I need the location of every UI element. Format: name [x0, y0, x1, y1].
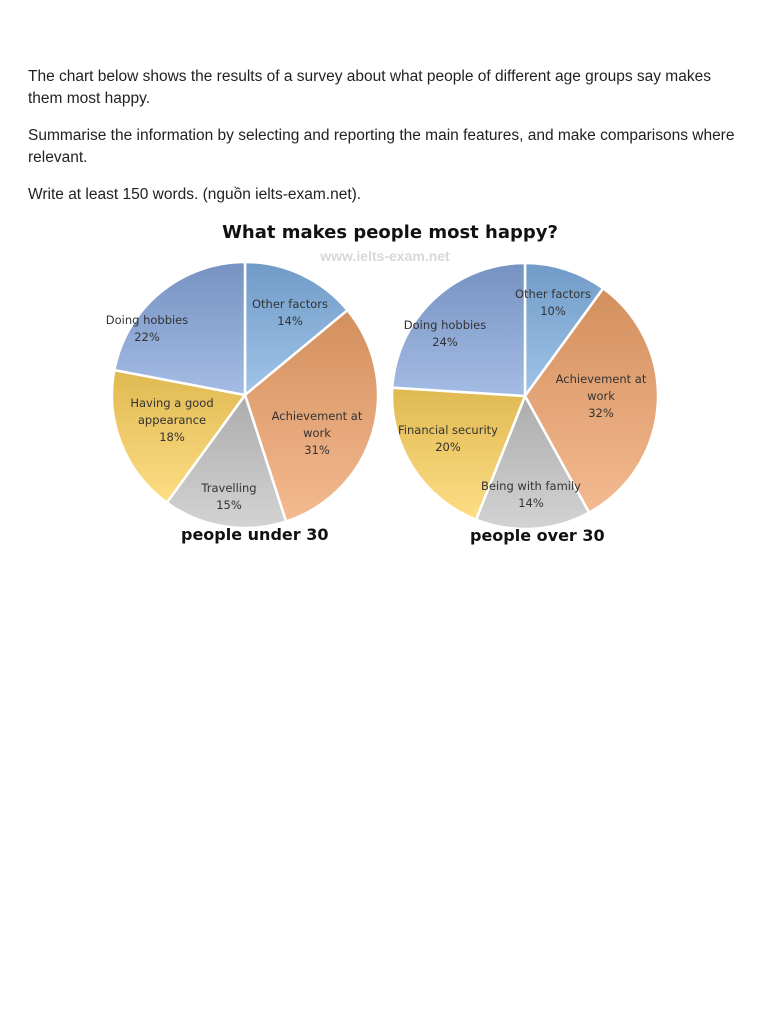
slice-label-other-factors: Other factors 10%: [515, 287, 591, 318]
slice-label-doing-hobbies: Doing hobbies 22%: [105, 313, 189, 344]
slice-label-achievement-at-work: Achievement at work 31%: [271, 409, 363, 457]
chart-title: What makes people most happy?: [222, 222, 558, 243]
slice-label-being-with-family: Being with family 14%: [481, 479, 581, 510]
prompt-line-1: The chart below shows the results of a survey about what people of different age groups say makes them most happy.: [28, 68, 711, 107]
slice-label-having-a-good-appearance: Having a good appearance 18%: [130, 396, 214, 444]
prompt-line-2: Summarise the information by selecting and reporting the main features, and make comparisons where relevant.: [28, 127, 735, 166]
pie-slice-doing-hobbies: [114, 262, 245, 395]
prompt-line-3: Write at least 150 words. (nguồn ielts-exam.net).: [28, 186, 362, 203]
watermark-text: www.ielts-exam.net: [320, 248, 450, 264]
slice-label-achievement-at-work: Achievement at work 32%: [555, 372, 647, 420]
slice-label-travelling: Travelling 15%: [201, 481, 257, 512]
slice-label-other-factors: Other factors 14%: [252, 297, 328, 328]
slice-label-doing-hobbies: Doing hobbies 24%: [403, 318, 487, 349]
slice-label-financial-security: Financial security 20%: [398, 423, 498, 454]
pie-caption-over-30: people over 30: [470, 526, 605, 545]
pie-charts-svg: [100, 220, 680, 560]
task-prompt: [28, 66, 748, 221]
pie-caption-under-30: people under 30: [181, 525, 329, 544]
pie-chart-figure: [100, 220, 680, 560]
